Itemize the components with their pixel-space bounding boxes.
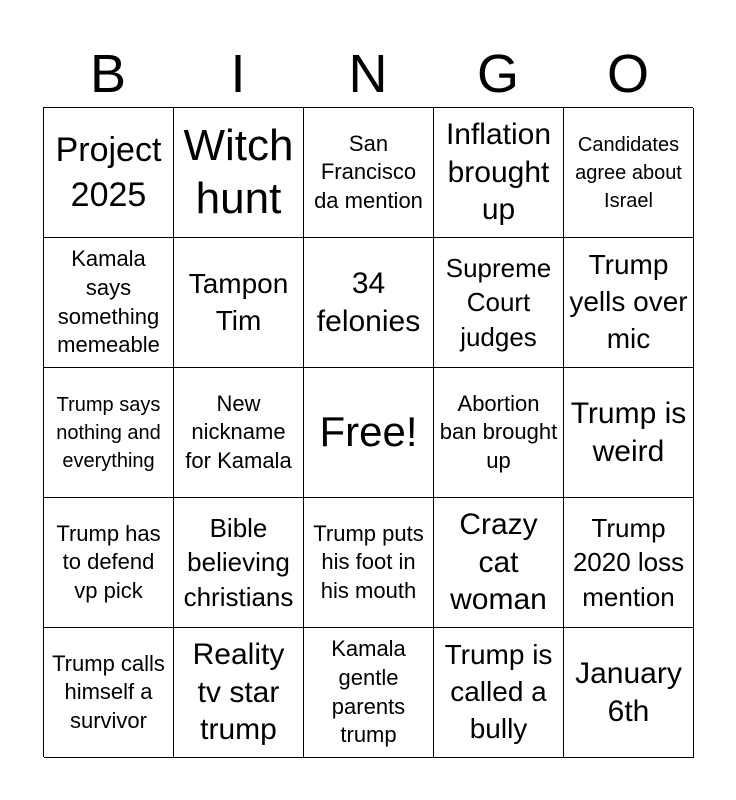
bingo-cell[interactable] [44, 238, 174, 368]
bingo-cell[interactable] [304, 108, 434, 238]
bingo-cell[interactable] [564, 368, 694, 498]
cell-text: Reality tv star trump [192, 637, 285, 747]
bingo-cell[interactable] [44, 368, 174, 498]
bingo-cell[interactable] [434, 108, 564, 238]
free-space-text: Free! [319, 408, 418, 456]
bingo-cell[interactable] [174, 238, 304, 368]
cell-text: Inflation brought up [445, 117, 552, 227]
bingo-cell[interactable] [174, 368, 304, 498]
bingo-cell[interactable] [434, 628, 564, 758]
bingo-cell[interactable] [44, 108, 174, 238]
bingo-cell[interactable] [44, 628, 174, 758]
bingo-cell[interactable] [304, 238, 434, 368]
cell-text: Trump says nothing and everything [56, 393, 161, 472]
cell-text: 34 felonies [316, 266, 421, 338]
bingo-cell[interactable] [174, 108, 304, 238]
header-letter-i: I [230, 44, 246, 104]
cell-text: Candidates agree about Israel [575, 133, 682, 212]
bingo-cell[interactable] [174, 498, 304, 628]
bingo-cell[interactable] [304, 498, 434, 628]
cell-text: Bible believing christians [183, 513, 294, 612]
header-letter-n: N [348, 44, 388, 104]
bingo-cell[interactable] [174, 628, 304, 758]
cell-text: Trump has to defend vp pick [56, 520, 161, 603]
cell-text: Project 2025 [55, 131, 162, 214]
header-letter-o: O [606, 44, 649, 104]
cell-text: Trump puts his foot in his mouth [313, 520, 424, 603]
cell-text: Witch hunt [183, 120, 294, 223]
bingo-cell[interactable] [564, 108, 694, 238]
header-letter-g: G [476, 44, 519, 104]
bingo-cell[interactable] [44, 498, 174, 628]
cell-text: Crazy cat woman [450, 507, 547, 617]
cell-text: Abortion ban brought up [439, 390, 558, 473]
cell-text: Kamala gentle parents trump [331, 636, 406, 748]
cell-text: San Francisco da mention [314, 130, 423, 213]
bingo-cell[interactable] [564, 628, 694, 758]
cell-text: Supreme Court judges [445, 253, 552, 352]
cell-text: Trump 2020 loss mention [572, 513, 685, 612]
cell-text: January 6th [575, 656, 682, 728]
free-space-cell[interactable] [304, 368, 434, 498]
bingo-cell[interactable] [564, 498, 694, 628]
bingo-cell[interactable] [304, 628, 434, 758]
bingo-card [43, 107, 693, 757]
cell-text: New nickname for Kamala [185, 390, 292, 473]
cell-text: Trump is weird [570, 396, 687, 468]
bingo-cell[interactable] [434, 368, 564, 498]
cell-text: Tampon Tim [188, 267, 289, 336]
bingo-cell[interactable] [564, 238, 694, 368]
header-letter-b: B [89, 44, 127, 104]
cell-text: Trump calls himself a survivor [52, 650, 165, 733]
cell-text: Kamala says something memeable [57, 246, 160, 358]
bingo-header [43, 40, 693, 108]
cell-text: Trump is called a bully [444, 639, 553, 744]
bingo-cell[interactable] [434, 498, 564, 628]
bingo-cell[interactable] [434, 238, 564, 368]
cell-text: Trump yells over mic [569, 249, 688, 354]
